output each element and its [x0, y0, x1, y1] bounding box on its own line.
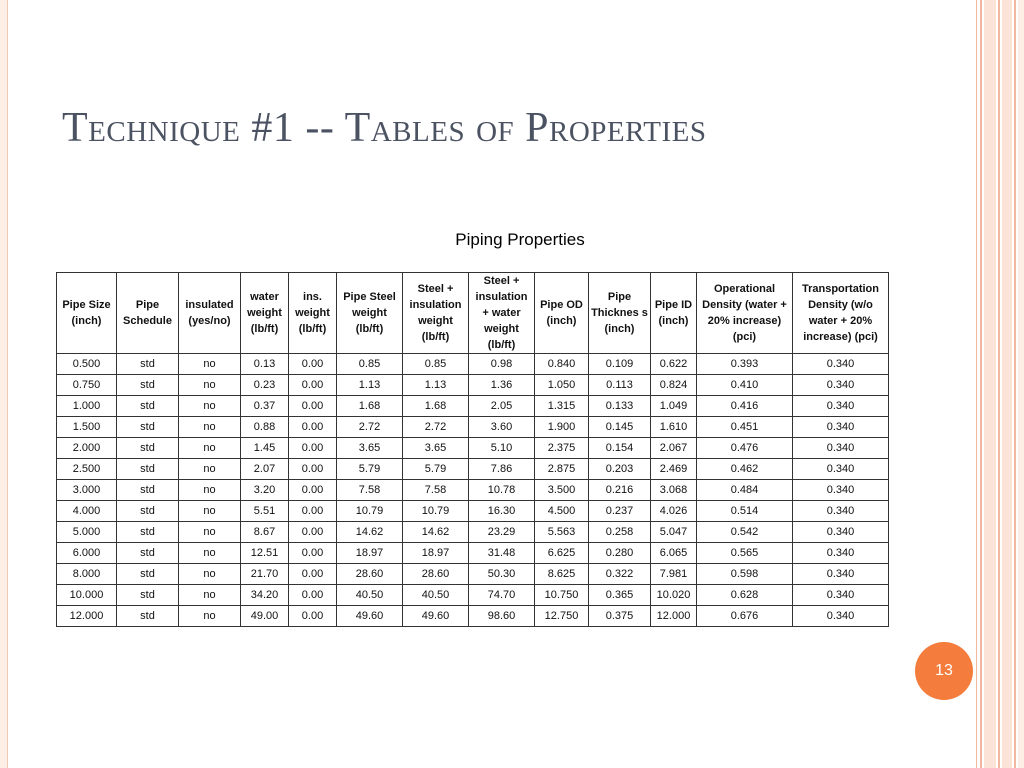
table-cell: no	[179, 522, 241, 543]
table-cell: 12.51	[241, 543, 289, 564]
table-cell: 14.62	[403, 522, 469, 543]
table-cell: 0.113	[589, 375, 651, 396]
table-cell: 10.78	[469, 480, 535, 501]
table-cell: 40.50	[403, 585, 469, 606]
table-cell: 0.500	[57, 354, 117, 375]
column-header: Pipe OD (inch)	[535, 273, 589, 354]
table-cell: 0.154	[589, 438, 651, 459]
table-row	[57, 606, 889, 627]
table-cell: 0.37	[241, 396, 289, 417]
table-cell: no	[179, 606, 241, 627]
table-cell: 31.48	[469, 543, 535, 564]
table-cell: 0.00	[289, 354, 337, 375]
table-cell: 10.000	[57, 585, 117, 606]
table-cell: 5.10	[469, 438, 535, 459]
table-cell: 2.500	[57, 459, 117, 480]
table-cell: 4.026	[651, 501, 697, 522]
table-cell: 0.00	[289, 396, 337, 417]
table-cell: 6.000	[57, 543, 117, 564]
column-header: Pipe ID (inch)	[651, 273, 697, 354]
table-cell: std	[117, 480, 179, 501]
table-cell: 16.30	[469, 501, 535, 522]
table-row	[57, 354, 889, 375]
table-cell: 0.565	[697, 543, 793, 564]
table-cell: 10.020	[651, 585, 697, 606]
table-cell: 0.00	[289, 543, 337, 564]
table-cell: 0.340	[793, 459, 889, 480]
table-cell: 1.050	[535, 375, 589, 396]
table-row	[57, 396, 889, 417]
table-cell: 10.79	[337, 501, 403, 522]
table-cell: 3.20	[241, 480, 289, 501]
table-row	[57, 543, 889, 564]
table-cell: std	[117, 543, 179, 564]
column-header: water weight (lb/ft)	[241, 273, 289, 354]
table-cell: 2.05	[469, 396, 535, 417]
table-cell: 0.416	[697, 396, 793, 417]
table-cell: 28.60	[403, 564, 469, 585]
table-cell: 0.98	[469, 354, 535, 375]
right-stripe-decoration	[976, 0, 1024, 768]
table-cell: 1.049	[651, 396, 697, 417]
table-cell: 5.51	[241, 501, 289, 522]
table-cell: 0.462	[697, 459, 793, 480]
table-cell: 0.00	[289, 564, 337, 585]
table-cell: 50.30	[469, 564, 535, 585]
table-cell: 0.85	[337, 354, 403, 375]
table-cell: 0.00	[289, 459, 337, 480]
table-cell: 1.45	[241, 438, 289, 459]
table-cell: 1.000	[57, 396, 117, 417]
column-header: Pipe Schedule	[117, 273, 179, 354]
table-cell: 6.065	[651, 543, 697, 564]
table-cell: 0.375	[589, 606, 651, 627]
table-cell: 0.622	[651, 354, 697, 375]
table-cell: 0.340	[793, 564, 889, 585]
table-cell: 0.145	[589, 417, 651, 438]
table-cell: 74.70	[469, 585, 535, 606]
table-body	[57, 354, 889, 627]
table-cell: 0.88	[241, 417, 289, 438]
column-header: Pipe Size (inch)	[57, 273, 117, 354]
table-cell: 1.610	[651, 417, 697, 438]
table-cell: 8.67	[241, 522, 289, 543]
table-cell: std	[117, 585, 179, 606]
column-header: Steel + insulation weight (lb/ft)	[403, 273, 469, 354]
table-cell: 0.340	[793, 438, 889, 459]
table-cell: 0.00	[289, 585, 337, 606]
table-cell: 2.875	[535, 459, 589, 480]
table-cell: no	[179, 396, 241, 417]
table-row	[57, 501, 889, 522]
table-cell: 2.72	[337, 417, 403, 438]
table-cell: 7.981	[651, 564, 697, 585]
table-cell: 0.340	[793, 543, 889, 564]
left-border-decoration	[0, 0, 8, 768]
table-row	[57, 438, 889, 459]
table-cell: 8.000	[57, 564, 117, 585]
table-cell: no	[179, 501, 241, 522]
table-cell: 0.340	[793, 417, 889, 438]
table-cell: 3.000	[57, 480, 117, 501]
table-cell: 2.375	[535, 438, 589, 459]
table-cell: no	[179, 543, 241, 564]
table-cell: std	[117, 501, 179, 522]
table-cell: 1.315	[535, 396, 589, 417]
table-row	[57, 585, 889, 606]
table-cell: 0.13	[241, 354, 289, 375]
table-cell: no	[179, 417, 241, 438]
table-cell: std	[117, 396, 179, 417]
table-cell: std	[117, 564, 179, 585]
column-header: insulated (yes/no)	[179, 273, 241, 354]
table-cell: 5.79	[403, 459, 469, 480]
table-cell: 0.00	[289, 438, 337, 459]
table-cell: 3.60	[469, 417, 535, 438]
table-cell: 28.60	[337, 564, 403, 585]
table-cell: 2.07	[241, 459, 289, 480]
table-cell: 0.280	[589, 543, 651, 564]
table-cell: 0.00	[289, 480, 337, 501]
table-cell: 0.676	[697, 606, 793, 627]
table-cell: 21.70	[241, 564, 289, 585]
table-cell: 0.00	[289, 417, 337, 438]
table-cell: 1.68	[337, 396, 403, 417]
table-cell: 0.85	[403, 354, 469, 375]
table-cell: 0.840	[535, 354, 589, 375]
column-header: Pipe Steel weight (lb/ft)	[337, 273, 403, 354]
table-cell: 0.628	[697, 585, 793, 606]
table-cell: 0.237	[589, 501, 651, 522]
table-cell: 1.500	[57, 417, 117, 438]
table-cell: 0.322	[589, 564, 651, 585]
table-row	[57, 564, 889, 585]
table-cell: std	[117, 417, 179, 438]
table-cell: 10.79	[403, 501, 469, 522]
table-cell: 3.65	[337, 438, 403, 459]
table-cell: 5.79	[337, 459, 403, 480]
table-cell: 0.340	[793, 396, 889, 417]
table-cell: std	[117, 375, 179, 396]
table-cell: 0.393	[697, 354, 793, 375]
table-cell: 34.20	[241, 585, 289, 606]
table-cell: 0.410	[697, 375, 793, 396]
table-cell: 6.625	[535, 543, 589, 564]
properties-table	[56, 272, 889, 627]
table-cell: 0.598	[697, 564, 793, 585]
table-cell: 98.60	[469, 606, 535, 627]
table-cell: 2.469	[651, 459, 697, 480]
table-cell: 0.542	[697, 522, 793, 543]
table-cell: 0.824	[651, 375, 697, 396]
table-row	[57, 417, 889, 438]
table-cell: std	[117, 354, 179, 375]
table-cell: 0.00	[289, 501, 337, 522]
table-cell: 12.000	[651, 606, 697, 627]
table-cell: no	[179, 564, 241, 585]
table-cell: 14.62	[337, 522, 403, 543]
table-cell: no	[179, 375, 241, 396]
table-cell: 2.000	[57, 438, 117, 459]
table-cell: 1.13	[337, 375, 403, 396]
table-cell: 0.484	[697, 480, 793, 501]
slide-title: Technique #1 -- Tables of Properties	[62, 105, 707, 151]
table-cell: 8.625	[535, 564, 589, 585]
table-cell: std	[117, 459, 179, 480]
table-cell: 0.00	[289, 375, 337, 396]
table-row	[57, 522, 889, 543]
table-header-row	[57, 273, 889, 354]
table-cell: 0.340	[793, 354, 889, 375]
table-cell: 23.29	[469, 522, 535, 543]
table-cell: no	[179, 354, 241, 375]
table-cell: 0.203	[589, 459, 651, 480]
table-cell: 0.340	[793, 501, 889, 522]
table-cell: 5.563	[535, 522, 589, 543]
table-cell: 1.36	[469, 375, 535, 396]
table-cell: 0.23	[241, 375, 289, 396]
column-header: Pipe Thicknes s (inch)	[589, 273, 651, 354]
table-cell: 0.451	[697, 417, 793, 438]
table-cell: 49.00	[241, 606, 289, 627]
table-cell: 0.340	[793, 522, 889, 543]
table-cell: 49.60	[403, 606, 469, 627]
table-row	[57, 459, 889, 480]
table-cell: 10.750	[535, 585, 589, 606]
table-cell: 12.000	[57, 606, 117, 627]
table-cell: 0.514	[697, 501, 793, 522]
table-cell: 5.047	[651, 522, 697, 543]
table-cell: 0.340	[793, 480, 889, 501]
table-cell: no	[179, 438, 241, 459]
table-cell: no	[179, 585, 241, 606]
table-cell: 40.50	[337, 585, 403, 606]
table-cell: std	[117, 606, 179, 627]
table-cell: 1.68	[403, 396, 469, 417]
table-cell: 0.365	[589, 585, 651, 606]
table-cell: 4.500	[535, 501, 589, 522]
table-cell: 7.58	[337, 480, 403, 501]
table-cell: 0.750	[57, 375, 117, 396]
table-cell: no	[179, 480, 241, 501]
table-cell: 0.00	[289, 606, 337, 627]
table-cell: 2.72	[403, 417, 469, 438]
table-cell: 7.58	[403, 480, 469, 501]
table-cell: 18.97	[337, 543, 403, 564]
table-cell: 3.500	[535, 480, 589, 501]
table-cell: 7.86	[469, 459, 535, 480]
table-cell: std	[117, 522, 179, 543]
column-header: Steel + insulation + water weight (lb/ft)	[469, 273, 535, 354]
table-cell: 1.13	[403, 375, 469, 396]
column-header: Operational Density (water + 20% increase) (pci)	[697, 273, 793, 354]
table-cell: 3.068	[651, 480, 697, 501]
table-cell: 5.000	[57, 522, 117, 543]
table-cell: 3.65	[403, 438, 469, 459]
table-cell: 49.60	[337, 606, 403, 627]
table-cell: 0.133	[589, 396, 651, 417]
table-cell: 0.340	[793, 606, 889, 627]
table-cell: 12.750	[535, 606, 589, 627]
table-cell: 0.340	[793, 375, 889, 396]
page-number-badge: 13	[915, 642, 973, 700]
table-cell: 0.216	[589, 480, 651, 501]
table-row	[57, 375, 889, 396]
table-cell: no	[179, 459, 241, 480]
table-cell: 0.258	[589, 522, 651, 543]
table-cell: std	[117, 438, 179, 459]
table-cell: 2.067	[651, 438, 697, 459]
table-cell: 0.476	[697, 438, 793, 459]
table-row	[57, 480, 889, 501]
table-title: Piping Properties	[455, 230, 585, 249]
column-header: ins. weight (lb/ft)	[289, 273, 337, 354]
table-cell: 0.109	[589, 354, 651, 375]
table-cell: 1.900	[535, 417, 589, 438]
table-cell: 0.00	[289, 522, 337, 543]
table-cell: 0.340	[793, 585, 889, 606]
table-cell: 4.000	[57, 501, 117, 522]
table-cell: 18.97	[403, 543, 469, 564]
column-header: Transportation Density (w/o water + 20% increase) (pci)	[793, 273, 889, 354]
